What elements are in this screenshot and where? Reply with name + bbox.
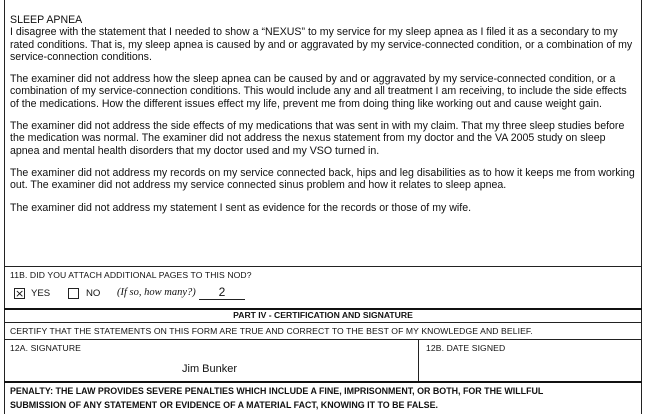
section-heading: SLEEP APNEA [10, 14, 83, 26]
paragraph-1: I disagree with the statement that I needed to show a “NEXUS” to my service for my sleep apnea as I filed it as a secondary to my rated conditions. That is, my sleep apnea is caused by and or aggravated by my service-connected condition, or a combination of my service-connection conditions. [10, 26, 633, 63]
part4-title: PART IV - CERTIFICATION AND SIGNATURE [233, 310, 413, 320]
paragraph-5: The examiner did not address my statement I sent as evidence for the records or those of my wife. [10, 201, 472, 214]
penalty-line-1: PENALTY: THE LAW PROVIDES SEVERE PENALTIES WHICH INCLUDE A FINE, IMPRISONMENT, OR BOTH, FOR THE WILLFUL [10, 386, 544, 396]
no-checkbox[interactable] [68, 288, 79, 299]
penalty-line-2: SUBMISSION OF ANY STATEMENT OR EVIDENCE OF A MATERIAL FACT, KNOWING IT TO BE FALSE. [10, 400, 438, 410]
divider-certify [4, 322, 642, 323]
pages-count-hint: (If so, how many?) [117, 287, 196, 298]
divider-penalty [4, 381, 642, 383]
pages-count-field[interactable]: 2 [199, 286, 245, 300]
signature-label: 12A. SIGNATURE [10, 343, 81, 353]
divider-11b [4, 266, 642, 267]
statement-body [10, 14, 636, 224]
paragraph-4: The examiner did not address my records on my service connected back, hips and leg disabilities as to how it keeps me from working out. The examiner did not address my service connected sinus problem and how it relates to sleep apnea. [10, 166, 635, 192]
certify-statement: CERTIFY THAT THE STATEMENTS ON THIS FORM ARE TRUE AND CORRECT TO THE BEST OF MY KNOWLEDGE AND BELIEF. [10, 326, 533, 336]
paragraph-2: The examiner did not address how the sleep apnea can be caused by and or aggravated by my service-connected condition, or a combination of my service-connection conditions. This would include any and all treatment I am receiving, to include the side effects of the medications. How the different issues effect my life, prevent me from doing thing like working out and cause weight gain. [10, 73, 627, 110]
signature-field[interactable]: Jim Bunker [182, 363, 238, 375]
q11b-label: 11B. DID YOU ATTACH ADDITIONAL PAGES TO THIS NOD? [10, 270, 252, 280]
divider-signature [4, 339, 642, 340]
signature-date-divider [418, 339, 419, 381]
check-mark-icon: × [15, 287, 25, 300]
paragraph-3: The examiner did not address the side effects of my medications that was sent in with my claim. That my three sleep studies before the medication was normal. The examiner did not address the nexus statement from my doctor and the VA 2005 study on sleep apnea and mental health disorders that my doctor used and my VSO turned in. [10, 120, 625, 157]
date-signed-label: 12B. DATE SIGNED [426, 343, 506, 353]
no-label: NO [86, 288, 101, 299]
yes-checkbox[interactable] [14, 288, 25, 299]
date-signed-field[interactable] [440, 363, 630, 377]
yes-label: YES [31, 288, 51, 299]
